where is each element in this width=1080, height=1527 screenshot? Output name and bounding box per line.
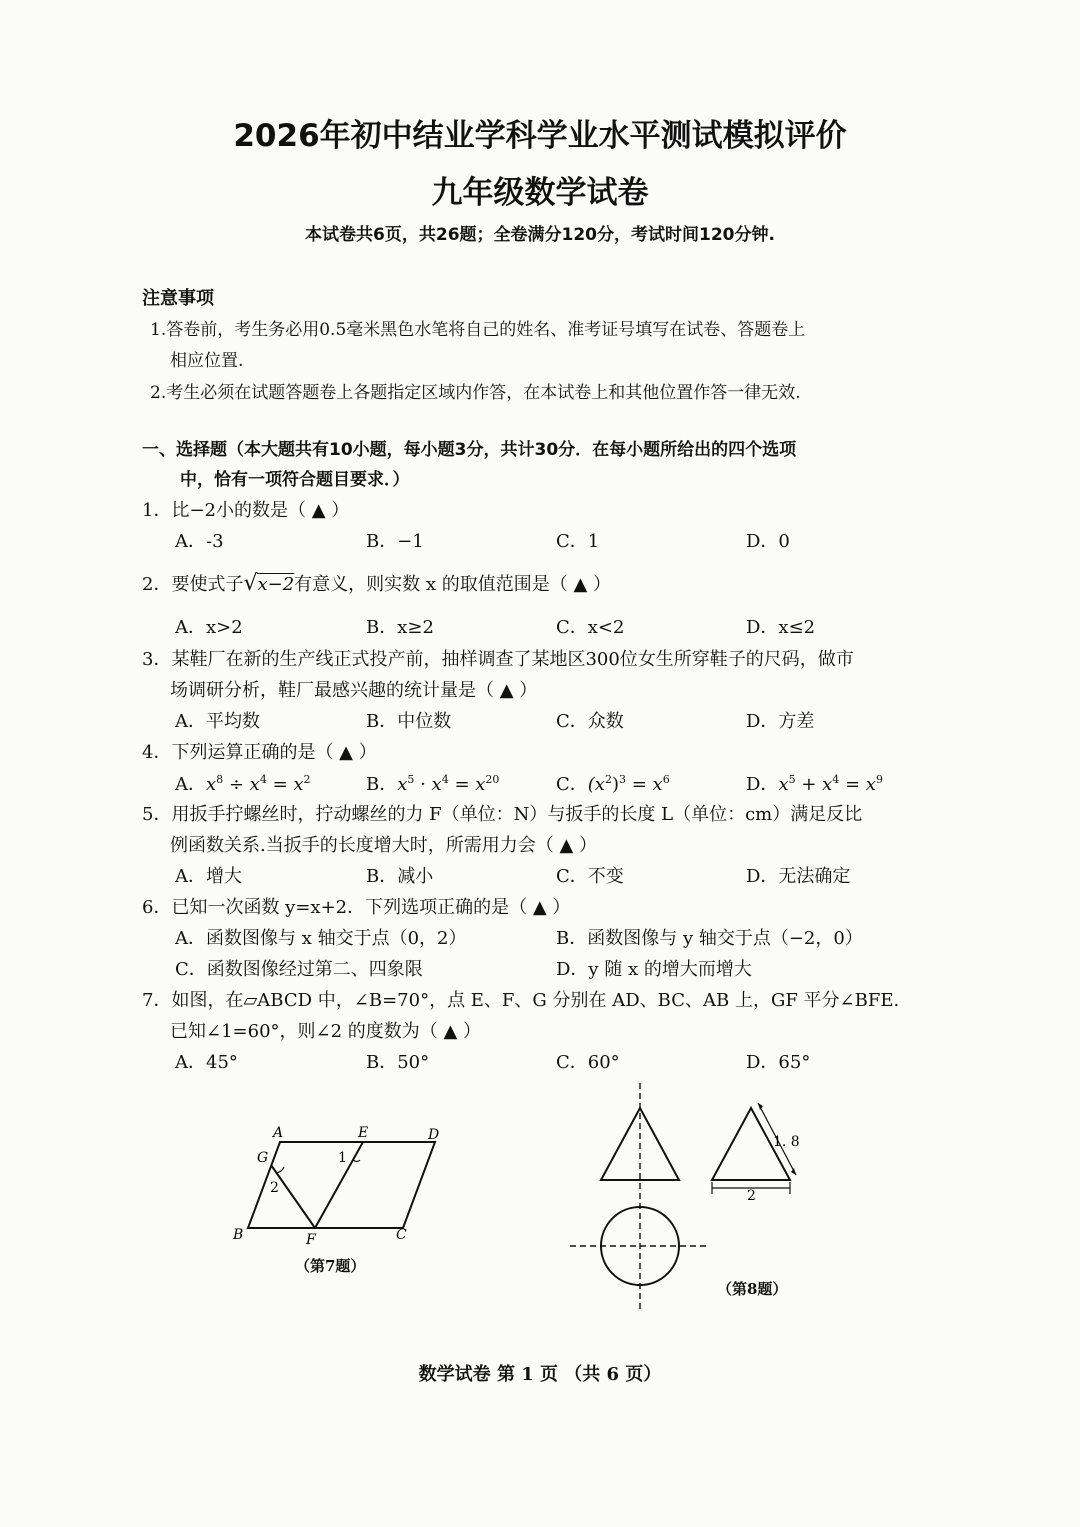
q2-stem-pre: 2．要使式子 bbox=[142, 574, 244, 595]
q4-d-result: = x bbox=[839, 774, 876, 795]
question-3: 3．某鞋厂在新的生产线正式投产前，抽样调查了某地区300位女生所穿鞋子的尺码，做市 bbox=[142, 649, 854, 670]
q4-option-d bbox=[746, 770, 883, 796]
q4-b-exp3: 20 bbox=[485, 773, 500, 786]
q2-option-a: A．x>2 bbox=[175, 617, 243, 638]
notice-item-2: 2.考生必须在试题答题卷上各题指定区域内作答，在本试卷上和其他位置作答一律无效. bbox=[150, 383, 801, 403]
q3-option-a: A．平均数 bbox=[175, 711, 260, 732]
q1-option-d: D．0 bbox=[746, 531, 790, 552]
q3-option-c: C．众数 bbox=[556, 711, 624, 732]
q2-sqrt-sign: √ bbox=[243, 571, 258, 596]
q4-d-term1: x bbox=[778, 774, 789, 795]
q1-option-a: A．-3 bbox=[175, 531, 224, 552]
q6-option-a: A．函数图像与 x 轴交于点（0，2） bbox=[175, 928, 467, 949]
q2-radicand: x−2 bbox=[257, 574, 295, 595]
q2-option-b: B．x≥2 bbox=[366, 617, 434, 638]
q4-d-term2: + x bbox=[795, 774, 833, 795]
question-7: 7．如图，在▱ABCD 中，∠B=70°，点 E、F、G 分别在 AD、BC、AB 上，GF 平分∠BFE. bbox=[142, 990, 900, 1011]
exam-subtitle: 九年级数学试卷 bbox=[431, 175, 649, 211]
q5-option-d: D．无法确定 bbox=[746, 866, 851, 887]
question-4: 4．下列运算正确的是（ ▲ ） bbox=[142, 742, 377, 763]
q4-b-exp2: 4 bbox=[441, 773, 449, 786]
q6-option-d: D．y 随 x 的增大而增大 bbox=[556, 959, 752, 980]
q6-option-c: C．函数图像经过第二、四象限 bbox=[175, 959, 423, 980]
q4-a-label: A． bbox=[175, 774, 206, 795]
q7-option-b: B．50° bbox=[366, 1052, 430, 1073]
question-1: 1．比−2小的数是（ ▲ ） bbox=[142, 500, 350, 521]
q4-c-exp1: 2 bbox=[604, 773, 612, 786]
angle-1-arc bbox=[353, 1160, 360, 1162]
q7-option-c: C．60° bbox=[556, 1052, 620, 1073]
q4-c-result: = x bbox=[626, 774, 663, 795]
q3-option-b: B．中位数 bbox=[366, 711, 452, 732]
section-heading-cont: 中，恰有一项符合题目要求．） bbox=[180, 470, 410, 490]
label-g: G bbox=[257, 1150, 269, 1166]
q6-option-b: B．函数图像与 y 轴交于点（−2，0） bbox=[556, 928, 863, 949]
base-length-label: 2 bbox=[747, 1188, 756, 1204]
label-angle-2: 2 bbox=[270, 1180, 279, 1196]
q4-c-close: ) bbox=[611, 774, 619, 795]
q4-c-label: C． bbox=[556, 774, 588, 795]
label-f: F bbox=[306, 1232, 316, 1248]
q1-option-b: B．−1 bbox=[366, 531, 424, 552]
figure-7-parallelogram bbox=[220, 1115, 460, 1255]
question-7-cont: 已知∠1=60°，则∠2 的度数为（ ▲ ） bbox=[170, 1021, 482, 1042]
figure-8-caption: （第8题） bbox=[717, 1280, 788, 1298]
q4-b-exp1: 5 bbox=[407, 773, 415, 786]
angle-2-arc bbox=[276, 1167, 284, 1173]
q2-option-d: D．x≤2 bbox=[746, 617, 816, 638]
q4-d-exp1: 5 bbox=[788, 773, 796, 786]
question-2 bbox=[142, 570, 611, 596]
q4-b-label: B． bbox=[366, 774, 398, 795]
q5-option-a: A．增大 bbox=[175, 866, 242, 887]
question-3-cont: 场调研分析，鞋厂最感兴趣的统计量是（ ▲ ） bbox=[170, 680, 538, 701]
q4-a-exp3: 2 bbox=[303, 773, 311, 786]
q4-a-exp2: 4 bbox=[259, 773, 267, 786]
q3-option-d: D．方差 bbox=[746, 711, 815, 732]
question-5-cont: 例函数关系.当扳手的长度增大时，所需用力会（ ▲ ） bbox=[170, 835, 598, 856]
q4-c-open: (x bbox=[587, 774, 605, 795]
q7-option-a: A．45° bbox=[175, 1052, 238, 1073]
notice-heading: 注意事项 bbox=[142, 288, 214, 309]
q4-option-c bbox=[556, 770, 670, 796]
arrow-head-bottom bbox=[791, 1168, 796, 1175]
q4-b-result: = x bbox=[448, 774, 486, 795]
label-e: E bbox=[358, 1125, 369, 1141]
q4-d-exp3: 9 bbox=[875, 773, 883, 786]
q1-option-c: C．1 bbox=[556, 531, 600, 552]
q4-a-term1: x bbox=[206, 774, 217, 795]
notice-item-1: 1.答卷前，考生务必用0.5毫米黑色水笔将自己的姓名、准考证号填写在试卷、答题卷上 bbox=[150, 320, 806, 340]
segment-gf bbox=[271, 1165, 315, 1228]
q2-stem-post: 有意义，则实数 x 的取值范围是（ ▲ ） bbox=[294, 574, 612, 595]
q4-b-term2: · x bbox=[414, 774, 442, 795]
label-angle-1: 1 bbox=[338, 1150, 347, 1166]
q5-option-c: C．不变 bbox=[556, 866, 624, 887]
q4-a-exp1: 8 bbox=[216, 773, 224, 786]
q4-c-exp2: 3 bbox=[619, 773, 626, 786]
section-heading: 一、选择题（本大题共有10小题，每小题3分，共计30分．在每小题所给出的四个选项 bbox=[142, 440, 797, 460]
q7-option-d: D．65° bbox=[746, 1052, 811, 1073]
slant-length-label: 1. 8 bbox=[773, 1134, 800, 1150]
exam-info: 本试卷共6页，共26题；全卷满分120分，考试时间120分钟. bbox=[305, 225, 775, 245]
question-5: 5．用扳手拧螺丝时，拧动螺丝的力 F（单位：N）与扳手的长度 L（单位：cm）满足反比 bbox=[142, 804, 863, 825]
q4-d-label: D． bbox=[746, 774, 779, 795]
q4-option-a bbox=[175, 770, 311, 796]
q4-a-term2: ÷ x bbox=[223, 774, 260, 795]
exam-title: 2026年初中结业学科学业水平测试模拟评价 bbox=[233, 118, 847, 154]
figure-7-caption: （第7题） bbox=[295, 1257, 366, 1275]
q4-option-b bbox=[366, 770, 499, 796]
page-footer: 数学试卷 第 1 页 （共 6 页） bbox=[418, 1364, 662, 1385]
arrow-head-top bbox=[758, 1103, 763, 1110]
question-6: 6．已知一次函数 y=x+2．下列选项正确的是（ ▲ ） bbox=[142, 897, 571, 918]
q2-option-c: C．x<2 bbox=[556, 617, 625, 638]
label-d: D bbox=[428, 1127, 440, 1143]
q4-d-exp2: 4 bbox=[832, 773, 840, 786]
label-b: B bbox=[233, 1227, 244, 1243]
notice-item-1-cont: 相应位置. bbox=[170, 351, 244, 371]
label-a: A bbox=[273, 1125, 284, 1141]
q4-b-term1: x bbox=[397, 774, 408, 795]
q4-c-exp3: 6 bbox=[662, 773, 670, 786]
q4-a-result: = x bbox=[266, 774, 304, 795]
label-c: C bbox=[396, 1227, 407, 1243]
q5-option-b: B．减小 bbox=[366, 866, 434, 887]
